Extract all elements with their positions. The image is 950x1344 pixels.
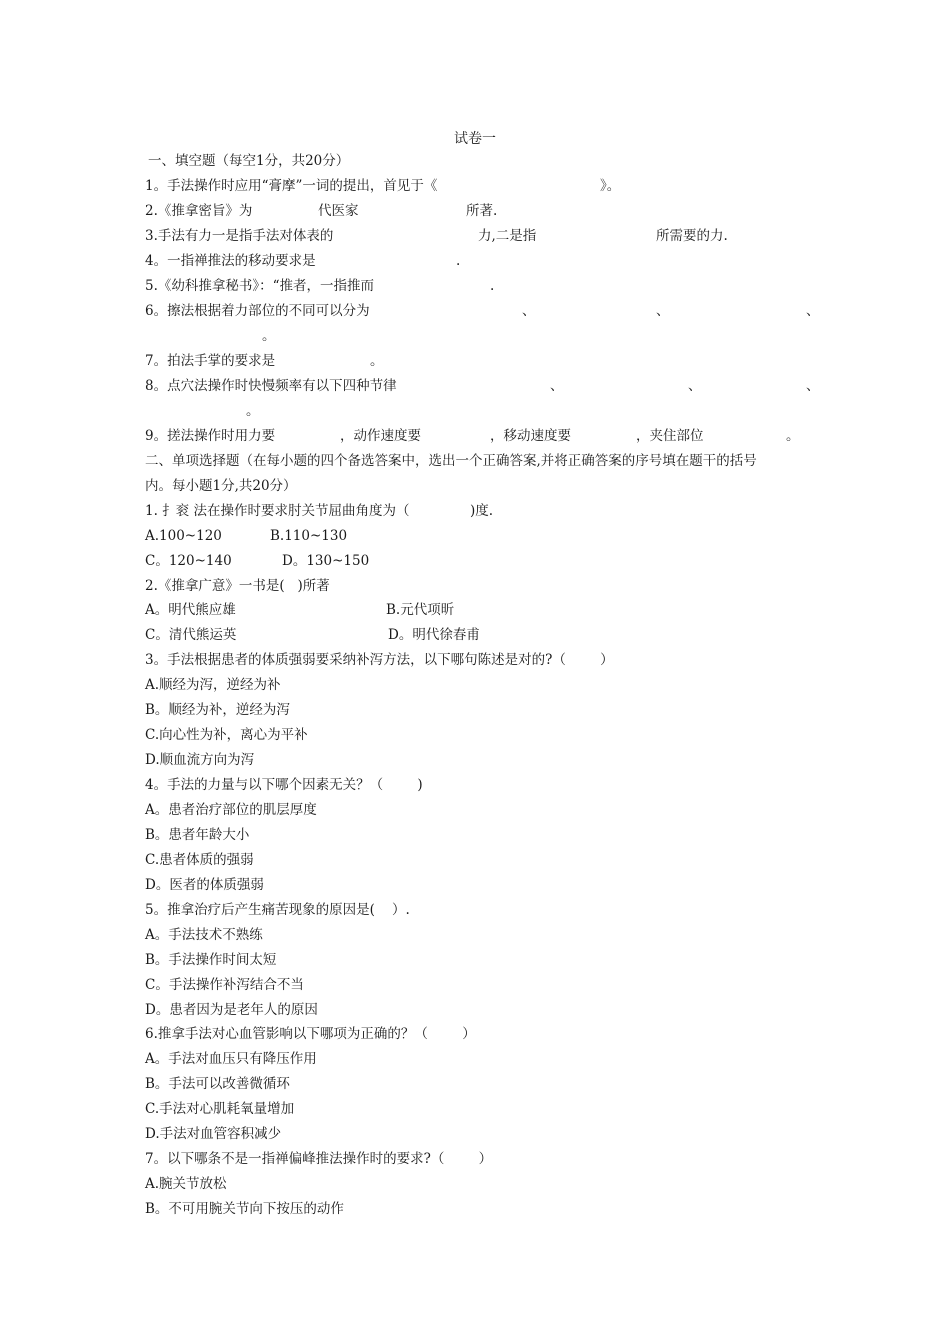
s2-q2-option-d: D。明代徐春甫 (388, 627, 480, 643)
section2-heading-line1: 二、单项选择题（在每小题的四个备选答案中，选出一个正确答案,并将正确答案的序号填在题干的括号 (145, 453, 757, 469)
s2-q6-option-d: D.手法对血管容积减少 (145, 1126, 282, 1142)
s1-q5-b: . (490, 278, 495, 294)
page-title: 试卷一 (454, 131, 496, 147)
s1-q6-sep3: 、 (806, 303, 820, 319)
s1-q8-end: 。 (246, 403, 260, 419)
s2-q7-option-a: A.腕关节放松 (145, 1176, 227, 1192)
s1-q6-a: 6。擦法根据着力部位的不同可以分为 (145, 303, 370, 319)
s2-q1-stem-end: )度. (470, 503, 494, 519)
s1-q8-sep2: 、 (688, 378, 702, 394)
s2-q1-option-d: D。130~150 (282, 553, 370, 569)
s1-q8-sep3: 、 (806, 378, 820, 394)
s1-q6-sep2: 、 (656, 303, 670, 319)
s1-q6-end: 。 (262, 328, 276, 344)
s2-q3-option-b: B。顺经为补，逆经为泻 (145, 702, 290, 718)
s2-q4-option-a: A。患者治疗部位的肌层厚度 (145, 802, 317, 818)
s2-q3-option-a: A.顺经为泻，逆经为补 (145, 677, 281, 693)
s2-q6-option-c: C.手法对心肌耗氧量增加 (145, 1101, 295, 1117)
s1-q9-b: ，动作速度要 (340, 428, 421, 444)
s1-q9-d: ，夹住部位 (636, 428, 704, 444)
s2-q1-stem: 1. 扌衮 法在操作时要求肘关节屈曲角度为（ (145, 503, 410, 519)
s2-q6-stem: 6.推拿手法对心血管影响以下哪项为正确的？（ ） (145, 1026, 476, 1042)
s1-q1-text: 1。手法操作时应用“膏摩”一词的提出，首见于《 (145, 178, 438, 194)
section2-heading-line2: 内。每小题1分,共20分） (145, 478, 297, 494)
s2-q2-option-a: A。明代熊应雄 (145, 602, 236, 618)
s1-q4-a: 4。一指禅推法的移动要求是 (145, 253, 316, 269)
s2-q5-option-a: A。手法技术不熟练 (145, 927, 263, 943)
section1-heading: 一、填空题（每空1分，共20分） (148, 153, 350, 169)
s1-q8-sep1: 、 (550, 378, 564, 394)
s2-q2-option-b: B.元代项昕 (386, 602, 455, 618)
s2-q5-option-d: D。患者因为是老年人的原因 (145, 1002, 318, 1018)
s1-q2-c: 所著. (466, 203, 498, 219)
s2-q5-option-c: C。手法操作补泻结合不当 (145, 977, 304, 993)
s2-q5-stem: 5。推拿治疗后产生痛苦现象的原因是( ）. (145, 902, 410, 918)
s1-q2-a: 2.《推拿密旨》为 (145, 203, 253, 219)
s1-q9-c: ，移动速度要 (490, 428, 571, 444)
s1-q6-sep1: 、 (522, 303, 536, 319)
s1-q7-a: 7。拍法手掌的要求是 (145, 353, 276, 369)
s1-q8-a: 8。点穴法操作时快慢频率有以下四种节律 (145, 378, 397, 394)
s2-q3-option-d: D.顺血流方向为泻 (145, 752, 255, 768)
s2-q2-stem: 2.《推拿广意》一书是( )所著 (145, 578, 330, 594)
s1-q5-a: 5.《幼科推拿秘书》：“推者，一指推而 (145, 278, 375, 294)
s2-q1-option-a: A.100~120 (145, 528, 222, 544)
s2-q7-stem: 7。以下哪条不是一指禅偏峰推法操作时的要求?（ ） (145, 1151, 493, 1167)
s1-q3-c: 所需要的力. (656, 228, 728, 244)
s2-q3-stem: 3。手法根据患者的体质强弱要采纳补泻方法，以下哪句陈述是对的?（ ） (145, 652, 614, 668)
s2-q5-option-b: B。手法操作时间太短 (145, 952, 277, 968)
s1-q3-a: 3.手法有力一是指手法对体表的 (145, 228, 334, 244)
s1-q4-b: . (456, 253, 461, 269)
s2-q4-stem: 4。手法的力量与以下哪个因素无关？（ ) (145, 777, 423, 793)
s1-q9-a: 9。搓法操作时用力要 (145, 428, 276, 444)
s2-q6-option-a: A。手法对血压只有降压作用 (145, 1051, 317, 1067)
s2-q6-option-b: B。手法可以改善微循环 (145, 1076, 290, 1092)
s2-q7-option-b: B。不可用腕关节向下按压的动作 (145, 1201, 344, 1217)
s1-q3-b: 力,二是指 (478, 228, 537, 244)
s2-q4-option-c: C.患者体质的强弱 (145, 852, 254, 868)
s2-q3-option-c: C.向心性为补，离心为平补 (145, 727, 308, 743)
s2-q1-option-b: B.110~130 (270, 528, 348, 544)
s1-q1-end: 》。 (600, 178, 621, 194)
s2-q1-option-c: C。120~140 (145, 553, 232, 569)
s1-q7-b: 。 (370, 353, 384, 369)
s1-q9-e: 。 (786, 428, 800, 444)
s1-q2-b: 代医家 (318, 203, 359, 219)
s2-q2-option-c: C。清代熊运英 (145, 627, 237, 643)
s2-q4-option-d: D。医者的体质强弱 (145, 877, 264, 893)
s2-q4-option-b: B。患者年龄大小 (145, 827, 250, 843)
